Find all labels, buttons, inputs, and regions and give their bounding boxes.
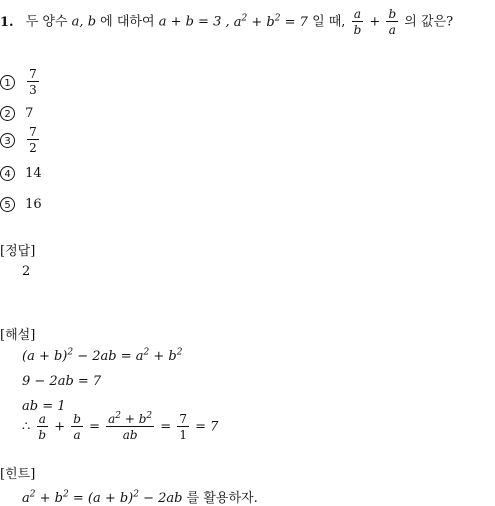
choice-5[interactable]	[0, 197, 42, 212]
fraction-b-over-a: $\frac{b}{a}$	[388, 7, 397, 37]
choice-2-mark: 2	[0, 106, 15, 121]
choice-2-value: 7	[25, 106, 34, 121]
hint-line: $a^2 + b^2 = (a + b)^2 - 2ab$ 를 활용하자.	[22, 489, 258, 506]
question-number: 1.	[0, 14, 14, 30]
choice-2[interactable]	[0, 106, 33, 121]
choice-3-fraction: $\frac{7}{2}$	[29, 125, 37, 155]
choice-1-fraction: $\frac{7}{3}$	[29, 67, 37, 97]
choice-3-mark: 3	[0, 133, 15, 148]
hint-title: [힌트]	[0, 467, 36, 482]
choice-4-value: 14	[25, 166, 42, 181]
question-text-2: 에 대하여	[100, 14, 155, 30]
question-text-1: 두 양수	[25, 14, 68, 30]
question-text-4: 의 값은?	[404, 14, 454, 30]
choice-1-mark: 1	[0, 75, 15, 90]
solution-line-4: ∴ $\frac{a}{b}$ + $\frac{b}{a}$ = $\frac{a^2 + b^2}{ab}$ = $\frac{7}{1}$ = 7	[22, 411, 219, 442]
choice-4[interactable]	[0, 166, 42, 181]
choice-4-mark: 4	[0, 166, 15, 181]
solution-line-3: ab = 1	[22, 399, 66, 414]
hint-suffix: 를 활용하자.	[186, 491, 258, 506]
condition-squares: $a^2 + b^2 = 7$	[233, 13, 308, 30]
solution-title: [해설]	[0, 328, 36, 343]
var-a: a,	[71, 14, 84, 30]
question-text-3: 일 때,	[312, 14, 346, 30]
choice-5-value: 16	[25, 197, 42, 212]
answer-title: [정답]	[0, 244, 36, 259]
choice-1[interactable]	[0, 68, 41, 96]
condition-sum: a + b = 3 ,	[158, 14, 230, 30]
choice-3[interactable]	[0, 126, 41, 154]
question-line: 1. 두 양수 a, b 에 대하여 a + b = 3 , $a^2 + b^2 = 7$ 일 때, $\frac{a}{b}$ + $\frac{b}{a}$ 의 값은?	[0, 7, 454, 37]
var-b: b	[87, 14, 97, 30]
answer-value: 2	[22, 264, 31, 279]
choice-5-mark: 5	[0, 197, 15, 212]
therefore-symbol: ∴	[22, 419, 31, 435]
solution-line-1: $(a + b)^2 - 2ab = a^2 + b^2$	[22, 347, 183, 364]
fraction-a-over-b: $\frac{a}{b}$	[353, 7, 362, 37]
solution-line-2: 9 − 2ab = 7	[22, 374, 102, 389]
